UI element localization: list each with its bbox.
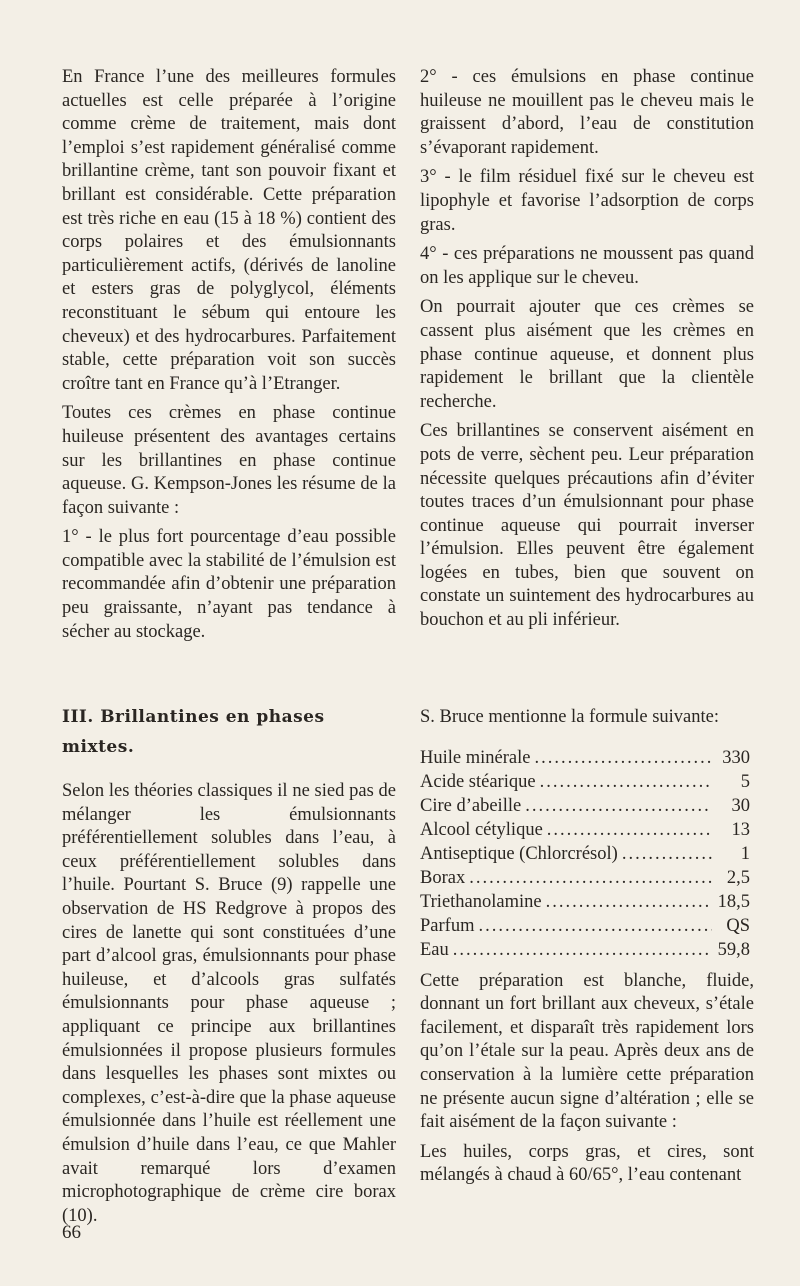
ingredient-name: Triethanolamine [420, 891, 542, 912]
paragraph: Les huiles, corps gras, et cires, sont mélangés à chaud à 60/65°, l’eau contenant [420, 1141, 754, 1186]
formula-row [420, 794, 750, 818]
formula-row [420, 746, 750, 770]
leader-dots [540, 770, 712, 794]
leader-dots [546, 890, 712, 914]
paragraph: 2° - ces émulsions en phase continue huileuse ne mouillent pas le cheveu mais le graissent d’abord, l’eau de constitution s’évaporant rapidement. [420, 67, 754, 158]
left-column [62, 66, 396, 650]
paragraph: Toutes ces crèmes en phase continue huileuse présentent des avantages certains sur les brillantines en phase continue aqueuse. G. Kempson-Jones les résume de la façon suivante : [62, 403, 396, 518]
formula-table [420, 746, 750, 962]
section-heading: III. Brillantines en phases mixtes. [62, 707, 325, 757]
ingredient-name: Huile minérale [420, 747, 531, 768]
formula-row [420, 818, 750, 842]
ingredient-name: Alcool cétylique [420, 819, 543, 840]
leader-dots [453, 938, 712, 962]
paragraph: 4° - ces préparations ne moussent pas quand on les applique sur le cheveu. [420, 244, 754, 288]
formula-row [420, 914, 750, 938]
right-column [420, 66, 754, 639]
formula-row [420, 938, 750, 962]
paragraph: Ces brillantines se conservent aisément en pots de verre, sèchent peu. Leur préparation nécessite quelques précautions afin d’éviter toutes traces d’un émulsionnant pour phase continue aqueuse qui pourrait inverser l’émulsion. Elles peuvent être également logées en tubes, bien que souvent on constate un suintement des hydrocarbures au bouchon et au pli inférieur. [420, 421, 754, 631]
ingredient-amount: 18,5 [717, 891, 750, 912]
ingredient-amount: 330 [722, 747, 750, 768]
formula-row [420, 866, 750, 890]
ingredient-amount: 13 [731, 819, 750, 840]
paragraph: 3° - le film résiduel fixé sur le cheveu est lipophyle et favorise l’adsorption de corps gras. [420, 167, 754, 235]
page-number: 66 [62, 1222, 81, 1243]
leader-dots [478, 914, 712, 938]
leader-dots [547, 818, 712, 842]
ingredient-amount: 30 [731, 795, 750, 816]
paragraph: En France l’une des meilleures formules actuelles est celle préparée à l’origine comme crème de traitement, mais dont l’emploi s’est rapidement généralisé comme brillantine crème, tant son pouvoir fixant et brillant est considérable. Cette préparation est très riche en eau (15 à 18 %) contient des corps polaires et des émulsionnants particulièrement actifs, (dérivés de lanoline et esters gras de polyglycol, éléments reconstituant le sébum qui entoure les cheveux) et des hydrocarbures. Parfaitement stable, cette préparation voit son succès croître tant en France qu’à l’Etranger. [62, 67, 396, 394]
paragraph: 1° - le plus fort pourcentage d’eau possible compatible avec la stabilité de l’émulsion est recommandée afin d’obtenir une préparation peu graissante, n’ayant pas tendance à sécher au stockage. [62, 527, 396, 642]
ingredient-name: Acide stéarique [420, 771, 536, 792]
leader-dots [525, 794, 712, 818]
formula-intro: S. Bruce mentionne la formule suivante: [420, 707, 720, 727]
leader-dots [622, 842, 712, 866]
left-lower-column [62, 780, 396, 1234]
ingredient-name: Borax [420, 867, 466, 888]
ingredient-amount: 59,8 [717, 939, 750, 960]
ingredient-name: Antiseptique (Chlorcrésol) [420, 843, 618, 864]
paragraph: Selon les théories classiques il ne sied pas de mélanger les émulsionnants préférentiellement solubles dans l’eau, à ceux préférentiellement solubles dans l’huile. Pourtant S. Bruce (9) rappelle une observation de HS Redgrove à propos des cires de lanette qui sont constituées d’une part d’alcool gras, émulsionnants pour phase huileuse, et d’alcools gras sulfatés émulsionnants pour phase aqueuse ; appliquant ce principe aux brillantines émulsionnées il propose plusieurs formules dans lesquelles les phases sont mixtes ou complexes, c’est-à-dire que la phase aqueuse émulsionnée dans l’huile est réellement une émulsion d’huile dans l’eau, ce que Mahler avait remarqué lors d’examen microphotographique de crème cire borax (10). [62, 781, 396, 1226]
ingredient-amount: QS [726, 915, 750, 936]
right-lower-column [420, 706, 754, 1194]
ingredient-amount: 2,5 [726, 867, 750, 888]
ingredient-name: Eau [420, 939, 449, 960]
paragraph: On pourrait ajouter que ces crèmes se cassent plus aisément que les crèmes en phase continue aqueuse, et donnent plus rapidement le brillant que la clientèle recherche. [420, 297, 754, 412]
formula-row [420, 770, 750, 794]
formula-row [420, 890, 750, 914]
leader-dots [469, 866, 712, 890]
leader-dots [534, 746, 712, 770]
formula-row [420, 842, 750, 866]
paragraph: Cette préparation est blanche, fluide, donnant un fort brillant aux cheveux, s’étale facilement, et disparaît très rapidement lors qu’on l’étale sur la peau. Après deux ans de conservation à la lumière cette préparation ne présente aucun signe d’altération ; elle se fait aisément de la façon suivante : [420, 970, 754, 1133]
ingredient-name: Parfum [420, 915, 475, 936]
ingredient-amount: 5 [740, 771, 750, 792]
ingredient-name: Cire d’abeille [420, 795, 522, 816]
ingredient-amount: 1 [740, 843, 750, 864]
